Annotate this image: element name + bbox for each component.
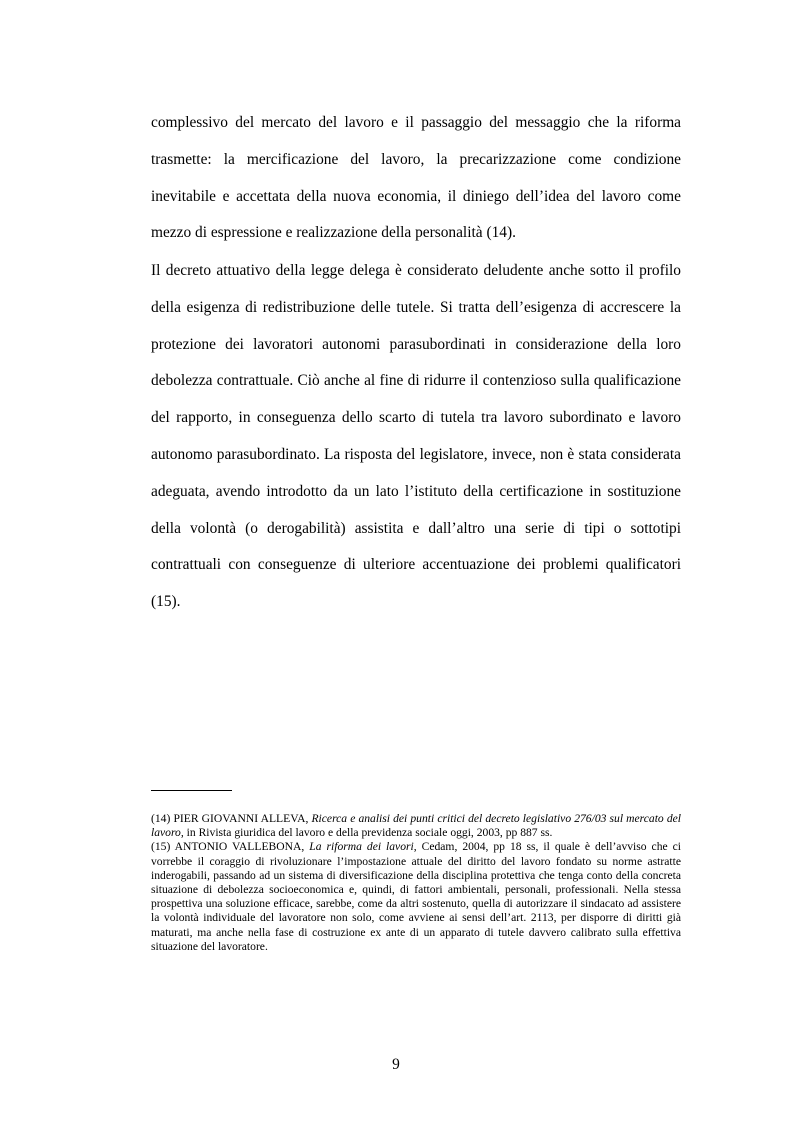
page-number: 9 — [392, 1056, 400, 1073]
footnote-15 — [151, 840, 681, 954]
footnote-text: , Cedam, 2004, pp 18 ss, il quale è dell’avviso che ci vorrebbe il coraggio di rivoluzionare l’impostazione attuale del diritto del lavoro fondato su norme astratte inderogabili, passando ad un sistema di diversificazione della disciplina protettiva che tenga conto della concreta situazione di debolezza socioeconomica e, quindi, di fattori ambientali, personali, professionali. Nella stessa prospettiva una soluzione efficace, sarebbe, come da altri sostenuto, quella di autorizzare il sindacato ad assistere la volontà individuale del lavoratore non solo, come avviene ai sensi dell’art. 2113, per disporre di diritti già maturati, ma anche nella fase di costruzione ex ante di un apparato di tutele davvero calibrato sulla effettiva situazione del lavoratore. — [151, 840, 681, 953]
footnote-marker: (15) — [151, 840, 171, 854]
footnote-separator — [151, 790, 232, 791]
body-paragraph-1: complessivo del mercato del lavoro e il passaggio del messaggio che la riforma trasmette: la mercificazione del lavoro, la precarizzazione come condizione inevitabile e accettata della nuova economia, il diniego dell’idea del lavoro come mezzo di espressione e realizzazione della personalità (14). — [151, 114, 681, 242]
footnote-14 — [151, 812, 681, 840]
footnote-author: PIER GIOVANNI ALLEVA, — [173, 812, 309, 825]
footnote-text: in Rivista giuridica del lavoro e della previdenza sociale oggi, 2003, pp 887 ss. — [186, 826, 553, 840]
footnote-title: Ricerca e analisi dei punti critici del decreto legislativo 276/03 sul mercato del lavoro, — [151, 812, 681, 840]
footnote-marker: (14) — [151, 812, 171, 825]
footnotes — [151, 812, 681, 954]
footnote-title: La riforma dei lavori — [309, 840, 414, 854]
footnote-author: ANTONIO VALLEBONA, — [174, 840, 305, 854]
body-paragraph-2: Il decreto attuativo della legge delega è considerato deludente anche sotto il profilo della esigenza di redistribuzione delle tutele. Si tratta dell’esigenza di accrescere la protezione dei lavoratori autonomi parasubordinati in considerazione della loro debolezza contrattuale. Ciò anche al fine di ridurre il contenzioso sulla qualificazione del rapporto, in conseguenza dello scarto di tutela tra lavoro subordinato e lavoro autonomo parasubordinato. La risposta del legislatore, invece, non è stata considerata adeguata, avendo introdotto da un lato l’istituto della certificazione in sostituzione della volontà (o derogabilità) assistita e dall’altro una serie di tipi o sottotipi contrattuali con conseguenze di ulteriore accentuazione dei problemi qualificatori (15). — [151, 262, 681, 611]
